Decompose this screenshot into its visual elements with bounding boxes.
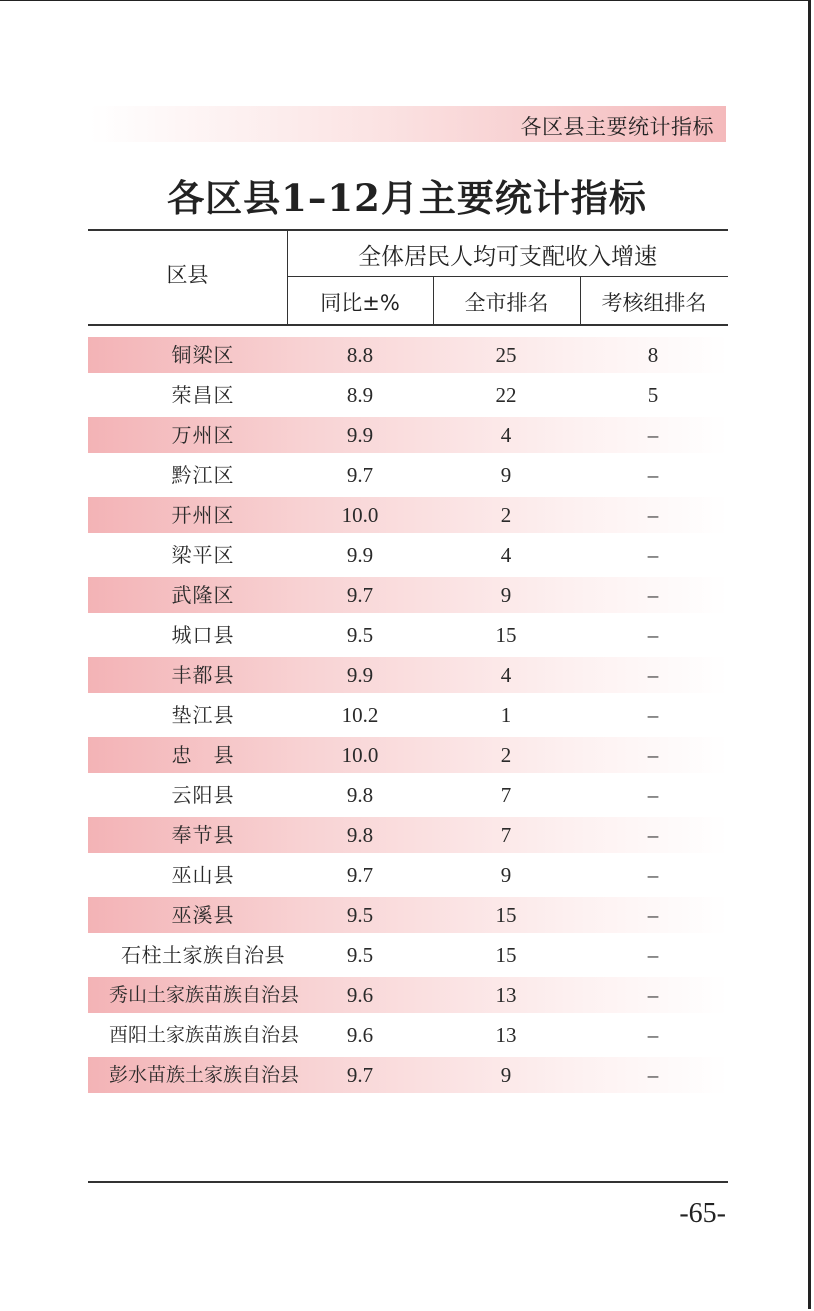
group-header-rule <box>287 276 728 277</box>
table-row <box>88 777 728 813</box>
yoy-cell: 9.7 <box>346 1063 374 1087</box>
yoy-cell: 9.5 <box>346 623 374 647</box>
yoy-cell: 10.2 <box>341 703 379 727</box>
section-banner <box>90 106 726 142</box>
district-name-cell: 荣昌区 <box>171 383 235 407</box>
yoy-cell: 9.9 <box>346 663 374 687</box>
group-rank-cell: – <box>647 943 659 967</box>
group-rank-cell: – <box>647 983 659 1007</box>
district-name-cell: 巫山县 <box>171 863 235 887</box>
page-number: -65- <box>679 1198 726 1229</box>
group-rank-cell: – <box>647 1063 659 1087</box>
district-name-cell: 开州区 <box>171 503 235 527</box>
table-row <box>88 977 728 1013</box>
district-name-cell: 秀山土家族苗族自治县 <box>108 984 299 1006</box>
district-name-cell: 云阳县 <box>171 783 235 807</box>
group-rank-cell: – <box>647 823 659 847</box>
district-name-cell: 忠 县 <box>171 743 235 767</box>
group-rank-cell: – <box>647 663 659 687</box>
city-rank-cell: 9 <box>500 583 512 607</box>
district-name-cell: 武隆区 <box>171 583 235 607</box>
city-rank-cell: 7 <box>500 783 512 807</box>
table-row <box>88 617 728 653</box>
city-rank-cell: 25 <box>495 343 517 367</box>
city-rank-cell: 15 <box>495 623 517 647</box>
footer-rule <box>88 1181 728 1183</box>
group-rank-cell: – <box>647 903 659 927</box>
header-district: 区县 <box>166 263 209 287</box>
table-row <box>88 657 728 693</box>
table-row <box>88 817 728 853</box>
city-rank-cell: 9 <box>500 463 512 487</box>
table-row <box>88 1057 728 1093</box>
group-rank-cell: – <box>647 463 659 487</box>
header-bottom-rule <box>88 324 728 326</box>
city-rank-cell: 2 <box>500 743 512 767</box>
city-rank-cell: 13 <box>495 1023 517 1047</box>
table-row <box>88 697 728 733</box>
group-rank-cell: 5 <box>647 383 659 407</box>
district-name-cell: 黔江区 <box>171 463 235 487</box>
city-rank-cell: 4 <box>500 423 512 447</box>
city-rank-cell: 2 <box>500 503 512 527</box>
table-row <box>88 497 728 533</box>
table-row <box>88 1017 728 1053</box>
header-group-rank: 考核组排名 <box>601 291 707 315</box>
city-rank-cell: 22 <box>495 383 517 407</box>
district-name-cell: 巫溪县 <box>171 903 235 927</box>
section-label: 各区县主要统计指标 <box>520 115 714 139</box>
table-top-rule <box>88 229 728 231</box>
district-name-cell: 梁平区 <box>171 543 235 567</box>
header-yoy: 同比±% <box>320 291 400 315</box>
district-name-cell: 垫江县 <box>171 703 235 727</box>
table-row <box>88 377 728 413</box>
header-city-rank: 全市排名 <box>464 291 549 315</box>
city-rank-cell: 15 <box>495 943 517 967</box>
group-rank-cell: – <box>647 703 659 727</box>
district-name-cell: 酉阳土家族苗族自治县 <box>108 1024 299 1046</box>
group-rank-cell: – <box>647 1023 659 1047</box>
yoy-cell: 9.8 <box>346 823 374 847</box>
city-rank-cell: 1 <box>500 703 512 727</box>
table-row <box>88 857 728 893</box>
yoy-cell: 9.6 <box>346 983 374 1007</box>
yoy-cell: 9.9 <box>346 543 374 567</box>
city-rank-cell: 9 <box>500 863 512 887</box>
city-rank-cell: 13 <box>495 983 517 1007</box>
district-name-cell: 丰都县 <box>171 663 235 687</box>
yoy-cell: 9.6 <box>346 1023 374 1047</box>
yoy-cell: 9.8 <box>346 783 374 807</box>
group-rank-cell: – <box>647 583 659 607</box>
table-row <box>88 577 728 613</box>
page-title: 各区县1–12月主要统计指标 <box>167 176 647 220</box>
table-row <box>88 737 728 773</box>
yoy-cell: 8.9 <box>346 383 374 407</box>
district-name-cell: 城口县 <box>171 623 235 647</box>
yoy-cell: 9.5 <box>346 903 374 927</box>
district-name-cell: 彭水苗族土家族自治县 <box>108 1064 299 1086</box>
city-rank-cell: 4 <box>500 663 512 687</box>
district-name-cell: 铜梁区 <box>171 343 235 367</box>
group-rank-cell: – <box>647 503 659 527</box>
group-rank-cell: – <box>647 423 659 447</box>
header-income-growth: 全体居民人均可支配收入增速 <box>358 244 657 270</box>
yoy-cell: 9.7 <box>346 463 374 487</box>
yoy-cell: 10.0 <box>341 503 379 527</box>
group-rank-cell: – <box>647 623 659 647</box>
group-rank-cell: – <box>647 743 659 767</box>
yoy-cell: 8.8 <box>346 343 374 367</box>
city-rank-cell: 7 <box>500 823 512 847</box>
district-name-cell: 奉节县 <box>171 823 235 847</box>
table-row <box>88 417 728 453</box>
city-rank-cell: 4 <box>500 543 512 567</box>
yoy-cell: 9.7 <box>346 863 374 887</box>
table-row <box>88 537 728 573</box>
group-rank-cell: – <box>647 543 659 567</box>
yoy-cell: 9.9 <box>346 423 374 447</box>
table-row <box>88 337 728 373</box>
district-name-cell: 万州区 <box>171 423 235 447</box>
district-name-cell: 石柱土家族自治县 <box>121 943 285 967</box>
city-rank-cell: 15 <box>495 903 517 927</box>
group-rank-cell: 8 <box>647 343 659 367</box>
table-row <box>88 897 728 933</box>
group-rank-cell: – <box>647 783 659 807</box>
table-row <box>88 457 728 493</box>
city-rank-cell: 9 <box>500 1063 512 1087</box>
group-rank-cell: – <box>647 863 659 887</box>
table-row <box>88 937 728 973</box>
yoy-cell: 9.5 <box>346 943 374 967</box>
yoy-cell: 9.7 <box>346 583 374 607</box>
yoy-cell: 10.0 <box>341 743 379 767</box>
